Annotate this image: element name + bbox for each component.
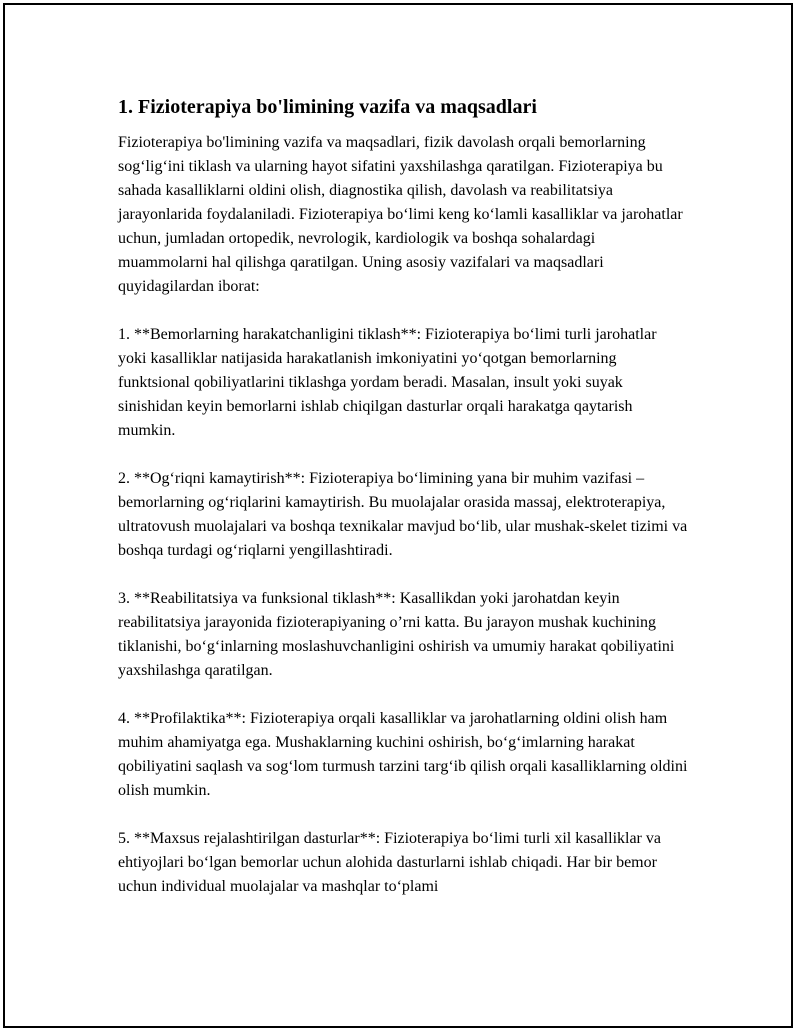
list-item-5: 5. **Maxsus rejalashtirilgan dasturlar**: Fizioterapiya bo‘limi turli xil kasalliklar va ehtiyojlari bo‘lgan bemorlar uchun alohida dasturlarni ishlab chiqadi. Har bir bemor uchun individual muolajalar va mashqlar to‘plami xyxy=(118,830,661,895)
list-item-2: 2. **Og‘riqni kamaytirish**: Fizioterapiya bo‘limining yana bir muhim vazifasi – bemorlarning og‘riqlarini kamaytirish. Bu muolajalar orasida massaj, elektroterapiya, ultratovush muolajalari va boshqa texnikalar mavjud bo‘lib, ular mushak-skelet tizimi va boshqa turdagi og‘riqlarni yengillashtiradi. xyxy=(118,470,688,559)
document-title: 1. Fizioterapiya bo'limining vazifa va maqsadlari xyxy=(118,96,537,118)
intro-paragraph: Fizioterapiya bo'limining vazifa va maqsadlari, fizik davolash orqali bemorlarning sog‘lig‘ini tiklash va ularning hayot sifatini yaxshilashga qaratilgan. Fizioterapiya bu sahada kasalliklarni oldini olish, diagnostika qilish, davolash va reabilitatsiya jarayonlarida foydalaniladi. Fizioterapiya bo‘limi keng ko‘lamli kasalliklar va jarohatlar uchun, jumladan ortopedik, nevrologik, kardiologik va boshqa sohalardagi muammolarni hal qilishga qaratilgan. Uning asosiy vazifalari va maqsadlari quyidagilardan iborat: xyxy=(118,134,683,295)
list-item-4: 4. **Profilaktika**: Fizioterapiya orqali kasalliklar va jarohatlarning oldini olish ham muhim ahamiyatga ega. Mushaklarning kuchini oshirish, bo‘g‘imlarning harakat qobiliyatini saqlash va sog‘lom turmush tarzini targ‘ib qilish orqali kasalliklarning oldini olish mumkin. xyxy=(118,710,688,799)
document-body xyxy=(118,93,688,923)
list-item-3: 3. **Reabilitatsiya va funksional tiklash**: Kasallikdan yoki jarohatdan keyin reabilitatsiya jarayonida fizioterapiyaning o’rni katta. Bu jarayon mushak kuchining tiklanishi, bo‘g‘inlarning moslashuvchanligini oshirish va umumiy harakat qobiliyatini yaxshilashga qaratilgan. xyxy=(118,590,675,679)
list-item-1: 1. **Bemorlarning harakatchanligini tiklash**: Fizioterapiya bo‘limi turli jarohatlar yoki kasalliklar natijasida harakatlanish imkoniyatini yo‘qotgan bemorlarning funktsional qobiliyatlarini tiklashga yordam beradi. Masalan, insult yoki suyak sinishidan keyin bemorlarni ishlab chiqilgan dasturlar orqali harakatga qaytarish mumkin. xyxy=(118,326,657,439)
